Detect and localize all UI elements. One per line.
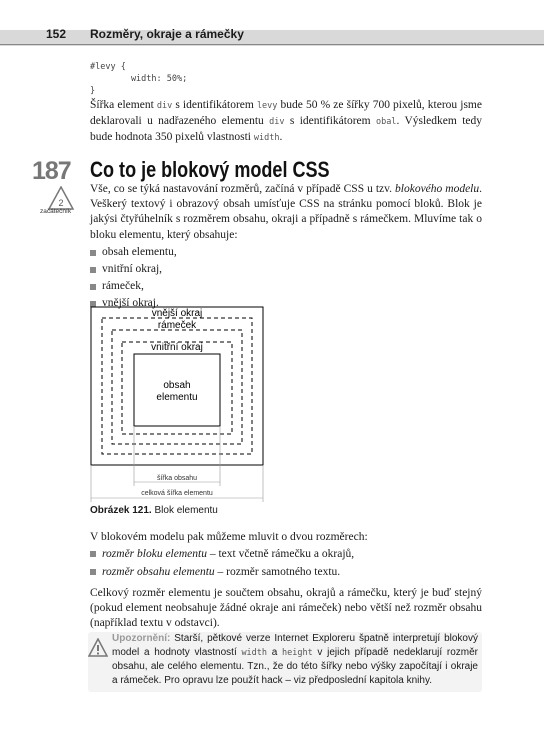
- content-label-line1: obsah: [163, 380, 191, 391]
- page-header: [0, 0, 544, 46]
- list-item: rozměr obsahu elementu – rozměr samotného textu.: [90, 564, 354, 582]
- difficulty-level-icon: [48, 186, 74, 210]
- list-item: rozměr bloku elementu – text včetně rámečku a okrajů,: [90, 546, 354, 564]
- box-parts-list: [90, 245, 177, 313]
- border-label: rámeček: [157, 320, 197, 331]
- total-width-label: celková šířka elementu: [141, 490, 213, 497]
- page-number: 152: [46, 27, 67, 41]
- paragraph-box-model-intro: Vše, co se týká nastavování rozměrů, začíná v případě CSS u tzv. blokového modelu. Veškerý textový i obrazový obsah umísťuje CSS na stránku pomocí bloků. Blok je jakýsi čtyřúhelník s rozměrem obsahu, okraji a případně s rámečkem. Mluvíme tak o bloku elementu, který obsahuje:: [90, 183, 482, 241]
- list-item: obsah elementu,: [90, 245, 177, 262]
- inner-padding-label: vnitřní okraj: [151, 342, 203, 353]
- chapter-title: Rozměry, okraje a rámečky: [90, 27, 244, 41]
- svg-text:2: 2: [58, 198, 64, 208]
- code-line-2: width: 50%;: [90, 74, 188, 84]
- dimension-list: [90, 546, 354, 582]
- paragraph-width-example: Šířka element div s identifikátorem levy bude 50 % ze šířky 700 pixelů, kterou jsme deklarovali u nadřazeného elementu div s identifikátorem obal. Výsledkem tedy bude hodnota 350 pixelů vlastnosti width.: [90, 99, 482, 144]
- code-line-3: }: [90, 86, 96, 96]
- list-item: rámeček,: [90, 279, 177, 296]
- warning-icon: [88, 638, 108, 658]
- figure-caption: Obrázek 121. Blok elementu: [90, 505, 218, 516]
- list-item: vnitřní okraj,: [90, 262, 177, 279]
- section-title: Co to je blokový model CSS: [90, 157, 330, 182]
- box-model-diagram: [90, 306, 264, 502]
- list-item: vnější okraj.: [90, 296, 177, 313]
- difficulty-level-label: začátečník: [40, 208, 72, 215]
- content-width-label: šířka obsahu: [156, 475, 198, 482]
- header-rule: [0, 44, 544, 45]
- outer-margin-label: vnější okraj: [151, 308, 203, 319]
- section-number: 187: [32, 157, 71, 185]
- paragraph-two-dimensions: V blokovém modelu pak můžeme mluvit o dvou rozměrech:: [90, 531, 368, 543]
- content-label-line2: elementu: [156, 392, 198, 403]
- paragraph-total-size: Celkový rozměr elementu je součtem obsahu, okrajů a rámečku, který je buď stejný (pokud element neobsahuje žádné okraje ani rámeček) nebo větší než rozměr obsahu (například textu v odstavci).: [90, 587, 482, 630]
- warning-note-text: Upozornění: Starší, pětkové verze Internet Exploreru špatně interpretují blokový model a hodnoty vlastností width a height v jejich případě nedeklarují rozměr obsahu, ale celého elementu. Tzn., že do této šířky nebo výšky započítají i okraje a rámeček. Pro opravu lze použít hack – viz předposlední kapitola knihy.: [112, 633, 478, 686]
- code-line-1: #levy {: [90, 62, 126, 72]
